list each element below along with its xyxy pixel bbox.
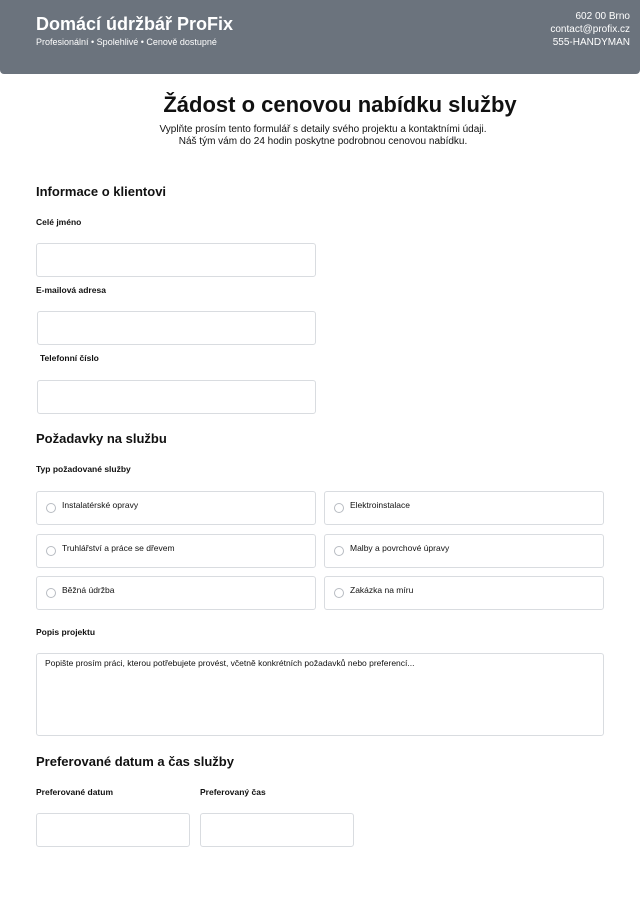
brand-title: Domácí údržbář ProFix bbox=[36, 14, 234, 34]
email-label: E-mailová adresa bbox=[36, 285, 106, 295]
service-option-plumbing[interactable] bbox=[36, 491, 316, 525]
service-type-label: Typ požadované služby bbox=[36, 464, 131, 474]
service-option-label: Instalatérské opravy bbox=[62, 500, 139, 510]
email-field[interactable] bbox=[37, 311, 316, 345]
page-intro bbox=[0, 124, 640, 148]
full-name-field[interactable] bbox=[36, 243, 316, 277]
service-option-label: Elektroinstalace bbox=[350, 500, 411, 510]
phone-label: Telefonní číslo bbox=[40, 353, 99, 363]
brand-tagline: Profesionální • Spolehlivé • Cenově dostupné bbox=[36, 37, 217, 47]
radio-button[interactable] bbox=[334, 503, 344, 513]
service-option-label: Zakázka na míru bbox=[350, 585, 414, 595]
service-option-custom[interactable] bbox=[324, 576, 604, 610]
full-name-label: Celé jméno bbox=[36, 217, 82, 227]
intro-line-2: Náš tým vám do 24 hodin poskytne podrobnou cenovou nabídku. bbox=[178, 136, 468, 147]
date-label: Preferované datum bbox=[36, 787, 113, 797]
client-section-title: Informace o klientovi bbox=[36, 184, 167, 199]
service-option-carpentry[interactable] bbox=[36, 534, 316, 568]
service-section-title: Požadavky na službu bbox=[36, 431, 167, 446]
intro-line-1: Vyplňte prosím tento formulář s detaily svého projektu a kontaktními údaji. bbox=[159, 124, 487, 135]
time-field[interactable] bbox=[200, 813, 354, 847]
radio-button[interactable] bbox=[334, 588, 344, 598]
contact-phone: 555-HANDYMAN bbox=[552, 37, 630, 48]
site-header bbox=[0, 0, 640, 74]
radio-button[interactable] bbox=[46, 546, 56, 556]
phone-field[interactable] bbox=[37, 380, 316, 414]
date-field[interactable] bbox=[36, 813, 190, 847]
service-option-maintenance[interactable] bbox=[36, 576, 316, 610]
service-option-label: Běžná údržba bbox=[62, 585, 115, 595]
radio-button[interactable] bbox=[46, 588, 56, 598]
time-label: Preferovaný čas bbox=[200, 787, 266, 797]
service-option-label: Malby a povrchové úpravy bbox=[350, 543, 450, 553]
service-option-label: Truhlářství a práce se dřevem bbox=[62, 543, 175, 553]
radio-button[interactable] bbox=[46, 503, 56, 513]
contact-info bbox=[550, 10, 630, 49]
project-description-textarea[interactable]: Popište prosím práci, kterou potřebujete provést, včetně konkrétních požadavků nebo preferencí... bbox=[36, 653, 604, 736]
service-option-electrical[interactable] bbox=[324, 491, 604, 525]
description-label: Popis projektu bbox=[36, 627, 96, 637]
service-option-painting[interactable] bbox=[324, 534, 604, 568]
schedule-section-title: Preferované datum a čas služby bbox=[36, 754, 234, 769]
page-title: Žádost o cenovou nabídku služby bbox=[163, 92, 517, 117]
radio-button[interactable] bbox=[334, 546, 344, 556]
contact-email: contact@profix.cz bbox=[550, 24, 630, 35]
contact-address: 602 00 Brno bbox=[575, 11, 630, 22]
